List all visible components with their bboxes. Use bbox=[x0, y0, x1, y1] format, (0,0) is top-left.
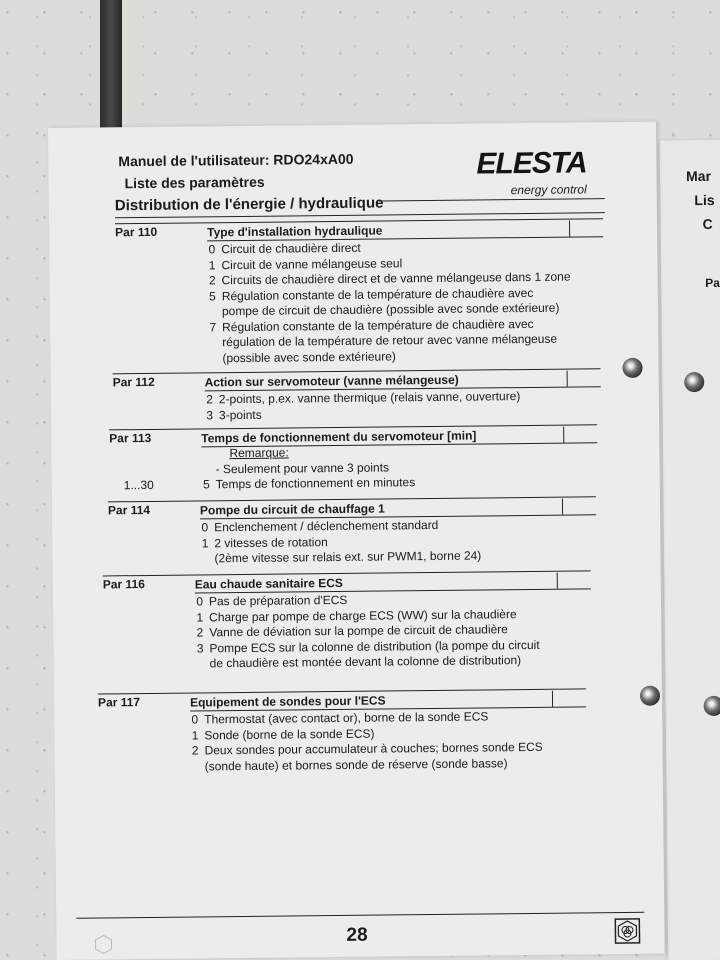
parameter-title: Eau chaude sanitaire ECS bbox=[194, 575, 343, 592]
faded-hexagon-icon bbox=[92, 933, 114, 955]
manual-title: Manuel de l'utilisateur: RDO24xA00 bbox=[118, 150, 354, 170]
option-text: 2-points, p.ex. vanne thermique (relais vanne, ouverture) bbox=[218, 389, 521, 407]
parameter-value-box bbox=[557, 572, 592, 588]
parameter-value-box bbox=[569, 220, 604, 236]
option-code: 7 bbox=[209, 319, 217, 334]
footer-rule bbox=[76, 912, 644, 919]
option-code: 3 bbox=[196, 640, 204, 655]
parameter-title: Type d'installation hydraulique bbox=[207, 223, 383, 240]
option-text: Circuits de chaudière direct et de vanne mélangeuse dans 1 zone bbox=[221, 269, 571, 288]
parameter-title: Pompe du circuit de chauffage 1 bbox=[199, 501, 385, 518]
option-text: (possible avec sonde extérieure) bbox=[222, 348, 396, 365]
option-code: 2 bbox=[191, 743, 199, 758]
option-text: Circuit de vanne mélangeuse seul bbox=[221, 255, 403, 272]
option-code: 0 bbox=[196, 594, 204, 609]
option-code: 2 bbox=[206, 392, 213, 407]
parameter-value-box bbox=[552, 690, 587, 706]
option-code: 2 bbox=[196, 625, 204, 640]
option-code: 2 bbox=[208, 273, 216, 288]
option-text: Pas de préparation d'ECS bbox=[208, 592, 348, 609]
parameter-id: Par 113 bbox=[109, 430, 152, 446]
next-page-edge bbox=[660, 140, 720, 960]
option-code: 5 bbox=[202, 477, 210, 492]
parameter-value-box bbox=[567, 370, 602, 386]
option-code: 1 bbox=[196, 609, 204, 624]
option-text: Enclenchement / déclenchement standard bbox=[214, 517, 439, 535]
option-text: Sonde (borne de la sonde ECS) bbox=[204, 726, 375, 742]
list-title: Liste des paramètres bbox=[124, 173, 265, 192]
option-text: Vanne de déviation sur la pompe de circuit de chaudière bbox=[209, 622, 508, 640]
option-text: Charge par pompe de charge ECS (WW) sur la chaudière bbox=[209, 606, 517, 624]
option-text: - Seulement pour vanne 3 points bbox=[215, 459, 390, 476]
brand-logo: ELESTA bbox=[476, 146, 587, 181]
option-code: 0 bbox=[208, 242, 216, 257]
parameter-id: Par 110 bbox=[115, 224, 158, 240]
option-code: 0 bbox=[201, 520, 209, 535]
option-code: 5 bbox=[209, 288, 216, 303]
next-page-fragment-4: Pa bbox=[705, 275, 720, 290]
parameter-id: Par 117 bbox=[97, 695, 141, 710]
document-content bbox=[48, 122, 665, 960]
next-page-fragment-3: C bbox=[702, 215, 713, 232]
option-text: Deux sondes pour accumulateur à couches; bornes sonde ECS bbox=[204, 739, 543, 758]
option-code: 0 bbox=[191, 712, 199, 727]
parameter-id: Par 114 bbox=[107, 502, 151, 518]
parameter-title: Action sur servomoteur (vanne mélangeuse) bbox=[204, 372, 459, 390]
binder-hole bbox=[684, 372, 704, 392]
option-text: de chaudière est montée devant la colonne de distribution) bbox=[209, 653, 522, 671]
binder-spine bbox=[100, 0, 122, 140]
hexagon-logo-icon bbox=[614, 918, 640, 944]
header-rule bbox=[379, 198, 605, 201]
option-text: Circuit de chaudière direct bbox=[221, 240, 361, 257]
binder-hole bbox=[704, 696, 720, 716]
option-text: (sonde haute) et bornes sonde de réserve (sonde basse) bbox=[204, 755, 508, 773]
parameter-value-box bbox=[562, 498, 597, 514]
option-text: (2ème vitesse sur relais ext. sur PWM1, borne 24) bbox=[214, 548, 482, 566]
page-number: 28 bbox=[346, 924, 368, 946]
remark-label: Remarque: bbox=[229, 445, 289, 461]
next-page-fragment-2: Lis bbox=[694, 191, 715, 209]
option-text: pompe de circuit de chaudière (possible avec sonde extérieure) bbox=[221, 300, 560, 319]
option-text: 2 vitesses de rotation bbox=[214, 534, 328, 550]
parameter-value-box bbox=[563, 426, 598, 442]
option-code: 1 bbox=[208, 257, 216, 272]
parameter-title: Equipement de sondes pour l'ECS bbox=[189, 693, 386, 710]
value-range: 1...30 bbox=[123, 477, 154, 493]
option-text: Pompe ECS sur la colonne de distribution (la pompe du circuit bbox=[209, 637, 540, 655]
next-page-fragment-1: Mar bbox=[686, 167, 712, 185]
option-text: 3-points bbox=[218, 407, 262, 422]
parameter-id: Par 112 bbox=[112, 374, 155, 390]
option-text: Thermostat (avec contact or), borne de la sonde ECS bbox=[204, 709, 489, 727]
option-code: 3 bbox=[206, 407, 214, 422]
parameter-title: Temps de fonctionnement du servomoteur [min] bbox=[201, 428, 477, 446]
option-code: 1 bbox=[191, 727, 199, 743]
binder-hole bbox=[622, 358, 642, 378]
option-code: 1 bbox=[201, 535, 209, 550]
parameter-id: Par 116 bbox=[102, 577, 145, 592]
option-text: Régulation constante de la température de chaudière avec bbox=[221, 285, 534, 303]
option-text: Régulation constante de la température de chaudière avec bbox=[222, 316, 534, 334]
option-text: régulation de la température de retour avec vanne mélangeuse bbox=[222, 331, 558, 350]
brand-tagline: energy control bbox=[510, 182, 587, 198]
option-text: Temps de fonctionnement en minutes bbox=[215, 475, 416, 492]
manual-page bbox=[48, 122, 665, 960]
parameter-top-rule bbox=[103, 570, 591, 576]
section-title: Distribution de l'énergie / hydraulique bbox=[114, 194, 384, 215]
binder-hole bbox=[640, 686, 660, 706]
